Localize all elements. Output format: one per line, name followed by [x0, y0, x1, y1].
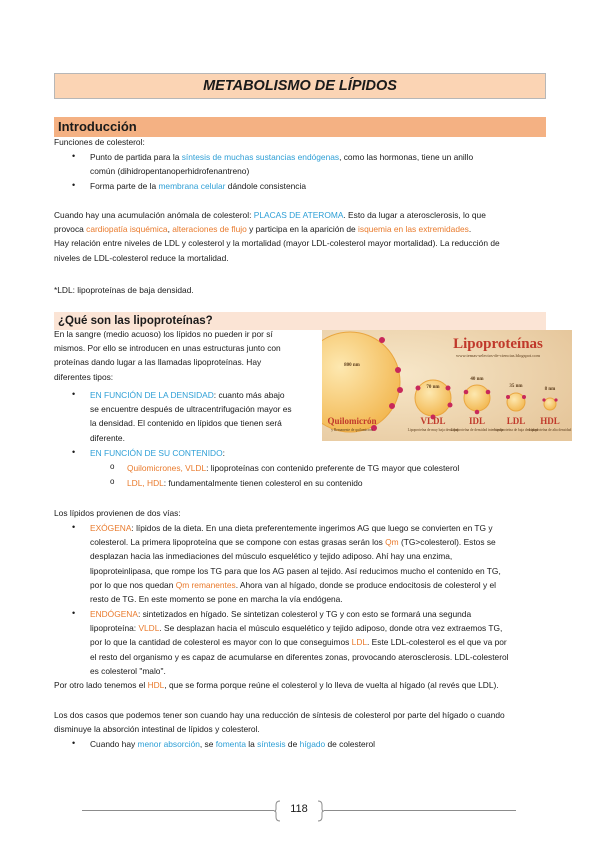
density-bullet: EN FUNCIÓN DE LA DENSIDAD: cuanto más abajo se encuentre después de ultracentrifugación mayor es la densidad. El contenido en lípidos que tienen será diferente.: [90, 390, 292, 443]
image-title: Lipoproteínas: [453, 336, 543, 352]
ldl-particle: [507, 393, 525, 411]
bullet-icon: •: [72, 180, 76, 190]
final-paragraph: Los dos casos que podemos tener son cuando hay una reducción de síntesis de colesterol por parte del hígado o cuando disminuye la absorción intestinal de lípidos y colesterol.: [54, 710, 505, 735]
circle-bullet-icon: o: [110, 462, 115, 471]
desc-label: y Remanente de quilomicron: [331, 428, 373, 432]
intro-bullet-1: Punto de partida para la síntesis de muchas sustancias endógenas, como las hormonas, tiene un anillo común (dihidropentanoperhidrofenantreno): [90, 152, 474, 177]
bullet-icon: •: [72, 522, 76, 532]
desc-label: Lipoproteína de baja densidad: [494, 428, 538, 432]
name-label: HDL: [540, 416, 560, 426]
size-label: 35 nm: [509, 384, 523, 389]
name-label: LDL: [506, 416, 526, 426]
desc-label: Lipoproteína de muy baja densidad: [407, 428, 459, 432]
image-url: www.temas-selectos-de-ciencias.blogspot.com: [455, 353, 541, 358]
section-heading-introduccion: Introducción: [54, 117, 546, 137]
hdl-paragraph: Por otro lado tenemos el HDL, que se forma porque reúne el colesterol y lo lleva de vuelta al hígado (al revés que LDL).: [54, 680, 499, 690]
page-number: 118: [290, 803, 308, 815]
desc-label: Lipoproteína de densidad intermedia: [450, 428, 504, 432]
footer-rule-left: [82, 810, 274, 811]
size-label: 40 nm: [470, 377, 484, 382]
bullet-icon: •: [72, 389, 76, 399]
intro-bullet-2: Forma parte de la membrana celular dándole consistencia: [90, 181, 307, 191]
size-label: 8 nm: [544, 387, 556, 392]
page-number-bracket: [274, 800, 324, 822]
desc-label: Lipoproteína de alta densidad: [528, 428, 572, 432]
name-label: VLDL: [420, 416, 446, 426]
size-label: 800 nm: [344, 363, 360, 368]
section-heading-lipoproteinas: ¿Qué son las lipoproteínas?: [54, 312, 546, 330]
endogena-bullet: ENDÓGENA: sintetizados en hígado. Se sintetizan colesterol y TG y con esto se formará una segunda lipoproteína: VLDL. Se desplazan hacia el músculo esquelético y tejido adiposo, donde otra vez extraemos TG, por lo que la cantidad de colesterol es mayor con lo que conseguimos LDL. Este LDL-colesterol es el que va por el resto del organismo y es capaz de acumularse en diferentes zonas, provocando aterosclerosis. LDL-colesterol es colesterol "malo".: [90, 609, 509, 676]
size-label: 70 nm: [426, 385, 440, 390]
ldl-footnote: *LDL: lipoproteínas de baja densidad.: [54, 285, 194, 295]
lipo-intro-paragraph: En la sangre (medio acuoso) los lípidos no pueden ir por sí mismos. Por ello se introducen en unas estructuras junto con proteínas dando lugar a las llamadas lipoproteínas. Hay diferentes tipos:: [54, 329, 281, 382]
bullet-icon: •: [72, 738, 76, 748]
exogena-bullet: EXÓGENA: lípidos de la dieta. En una dieta preferentemente ingerimos AG que luego se convierten en TG y colesterol. La primera lipoproteína que se compone con estas grasas serán los Qm (TG>colesterol). Estos se desplazan hacia las inmediaciones del músculo esquelético y tejido adiposo. Ahí hay una enzima, lipoproteinlipasa, que rompe los TG para que los AG pasen al tejido. Así reducimos mucho el contenido en TG, por lo que nos quedan Qm remanentes. Ahora van al hígado, donde se produce endocitosis de colesterol y el resto de TG. En este momento se pone en marcha la vía endógena.: [90, 523, 501, 605]
final-bullet: Cuando hay menor absorción, se fomenta la síntesis de hígado de colesterol: [90, 739, 375, 749]
lipoproteins-image: [322, 330, 572, 441]
bullet-icon: •: [72, 608, 76, 618]
bullet-icon: •: [72, 447, 76, 457]
footer-rule-right: [324, 810, 516, 811]
content-bullet: EN FUNCIÓN DE SU CONTENIDO:: [90, 448, 225, 458]
hdl-particle: [544, 398, 556, 410]
name-label: IDL: [468, 416, 486, 426]
page-title: METABOLISMO DE LÍPIDOS: [54, 73, 546, 99]
idl-particle: [464, 385, 490, 411]
vias-intro: Los lípidos provienen de dos vías:: [54, 508, 181, 518]
circle-bullet-icon: o: [110, 477, 115, 486]
ateroma-paragraph: Cuando hay una acumulación anómala de colesterol: PLACAS DE ATEROMA. Esto da lugar a aterosclerosis, lo que provoca cardiopatía isquémica, alteraciones de flujo y participa en la aparición de isquemia en las extremidades. Hay relación entre niveles de LDL y colesterol y la mortalidad (mayor LDL-colesterol mayor mortalidad). La reducción de niveles de LDL-colesterol reduce la mortalidad.: [54, 210, 500, 263]
name-label: Quilomicrón: [327, 416, 377, 426]
content-sub-1: Quilomicrones, VLDL: lipoproteínas con contenido preferente de TG mayor que colesterol: [127, 463, 460, 473]
funciones-label: Funciones de colesterol:: [54, 137, 145, 147]
bullet-icon: •: [72, 151, 76, 161]
content-sub-2: LDL, HDL: fundamentalmente tienen colesterol en su contenido: [127, 478, 363, 488]
